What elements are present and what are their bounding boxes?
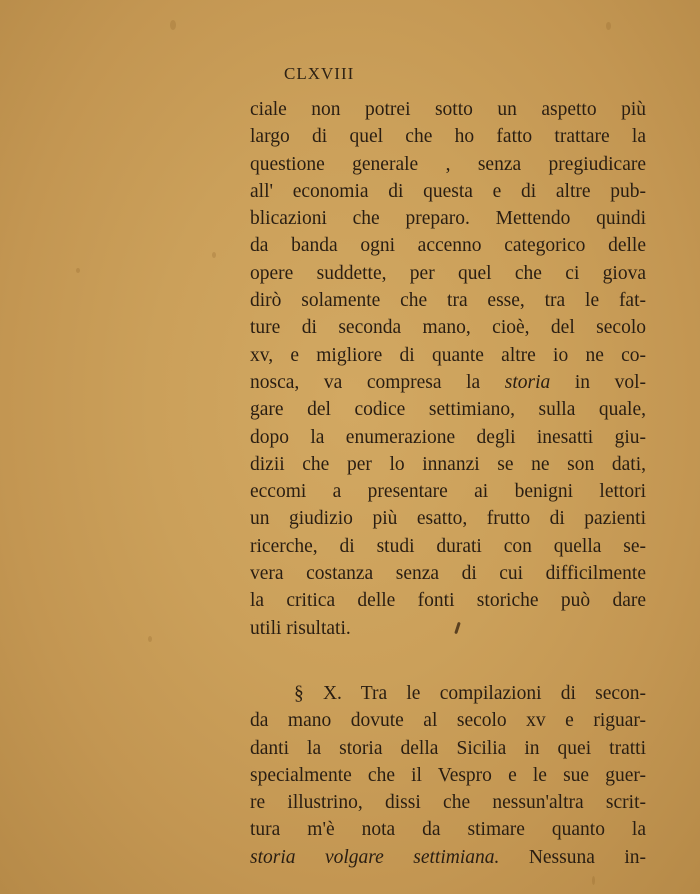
text-line: da mano dovute al secolo xv e riguar-	[250, 710, 646, 732]
page-number: CLXVIII	[284, 64, 355, 83]
text-line: vera costanza senza di cui difficilmente	[250, 563, 646, 585]
paper-stain	[170, 20, 176, 30]
text-line: eccomi a presentare ai benigni lettori	[250, 481, 646, 503]
text-line: all' economia di questa e di altre pub-	[250, 180, 646, 202]
text-line: dizii che per lo innanzi se ne son dati,	[250, 453, 646, 475]
text-line: dopo la enumerazione degli inesatti giu-	[250, 426, 646, 448]
text-line	[250, 369, 646, 396]
text-segment: nosca, va compresa la	[250, 371, 505, 393]
body-text	[250, 96, 646, 871]
text-line: gare del codice settimiano, sulla quale,	[250, 399, 646, 421]
italic-title: storia	[504, 371, 551, 393]
text-line	[250, 844, 646, 871]
text-line: specialmente che il Vespro e le sue guer-	[250, 764, 646, 786]
text-line: un giudizio più esatto, frutto di pazienti	[250, 508, 646, 530]
paper-stain	[592, 876, 595, 885]
paragraph-1	[250, 96, 646, 642]
text-line: largo di quel che ho fatto trattare la	[250, 126, 646, 148]
text-line: xv, e migliore di quante altre io ne co-	[250, 344, 646, 366]
text-line: § X. Tra le compilazioni di secon-	[294, 682, 646, 704]
text-line: questione generale , senza pregiudicare	[250, 153, 646, 175]
paragraph-gap	[250, 642, 646, 680]
text-line: ciale non potrei sotto un aspetto più	[250, 99, 646, 120]
paragraph-2	[250, 680, 646, 871]
paper-stain	[606, 22, 611, 30]
text-line: utili risultati.	[250, 617, 351, 639]
text-line: ricerche, di studi durati con quella se-	[250, 535, 646, 557]
italic-title: storia volgare settimiana.	[250, 846, 500, 868]
paper-stain	[148, 636, 152, 642]
text-line: la critica delle fonti storiche può dare	[250, 590, 646, 612]
text-segment: Nessuna in-	[499, 846, 646, 868]
text-line: da banda ogni accenno categorico delle	[250, 235, 646, 257]
text-line: tura m'è nota da stimare quanto la	[250, 819, 646, 841]
text-line: re illustrino, dissi che nessun'altra scrit-	[250, 792, 646, 814]
text-line: blicazioni che preparo. Mettendo quindi	[250, 208, 646, 230]
text-line: danti la storia della Sicilia in quei tratti	[250, 737, 646, 759]
paper-stain	[212, 252, 216, 258]
text-segment: in vol-	[550, 371, 646, 393]
text-line: opere suddette, per quel che ci giova	[250, 262, 646, 284]
paper-stain	[76, 268, 80, 273]
text-line: ture di seconda mano, cioè, del secolo	[250, 317, 646, 339]
text-line: dirò solamente che tra esse, tra le fat-	[250, 290, 646, 312]
